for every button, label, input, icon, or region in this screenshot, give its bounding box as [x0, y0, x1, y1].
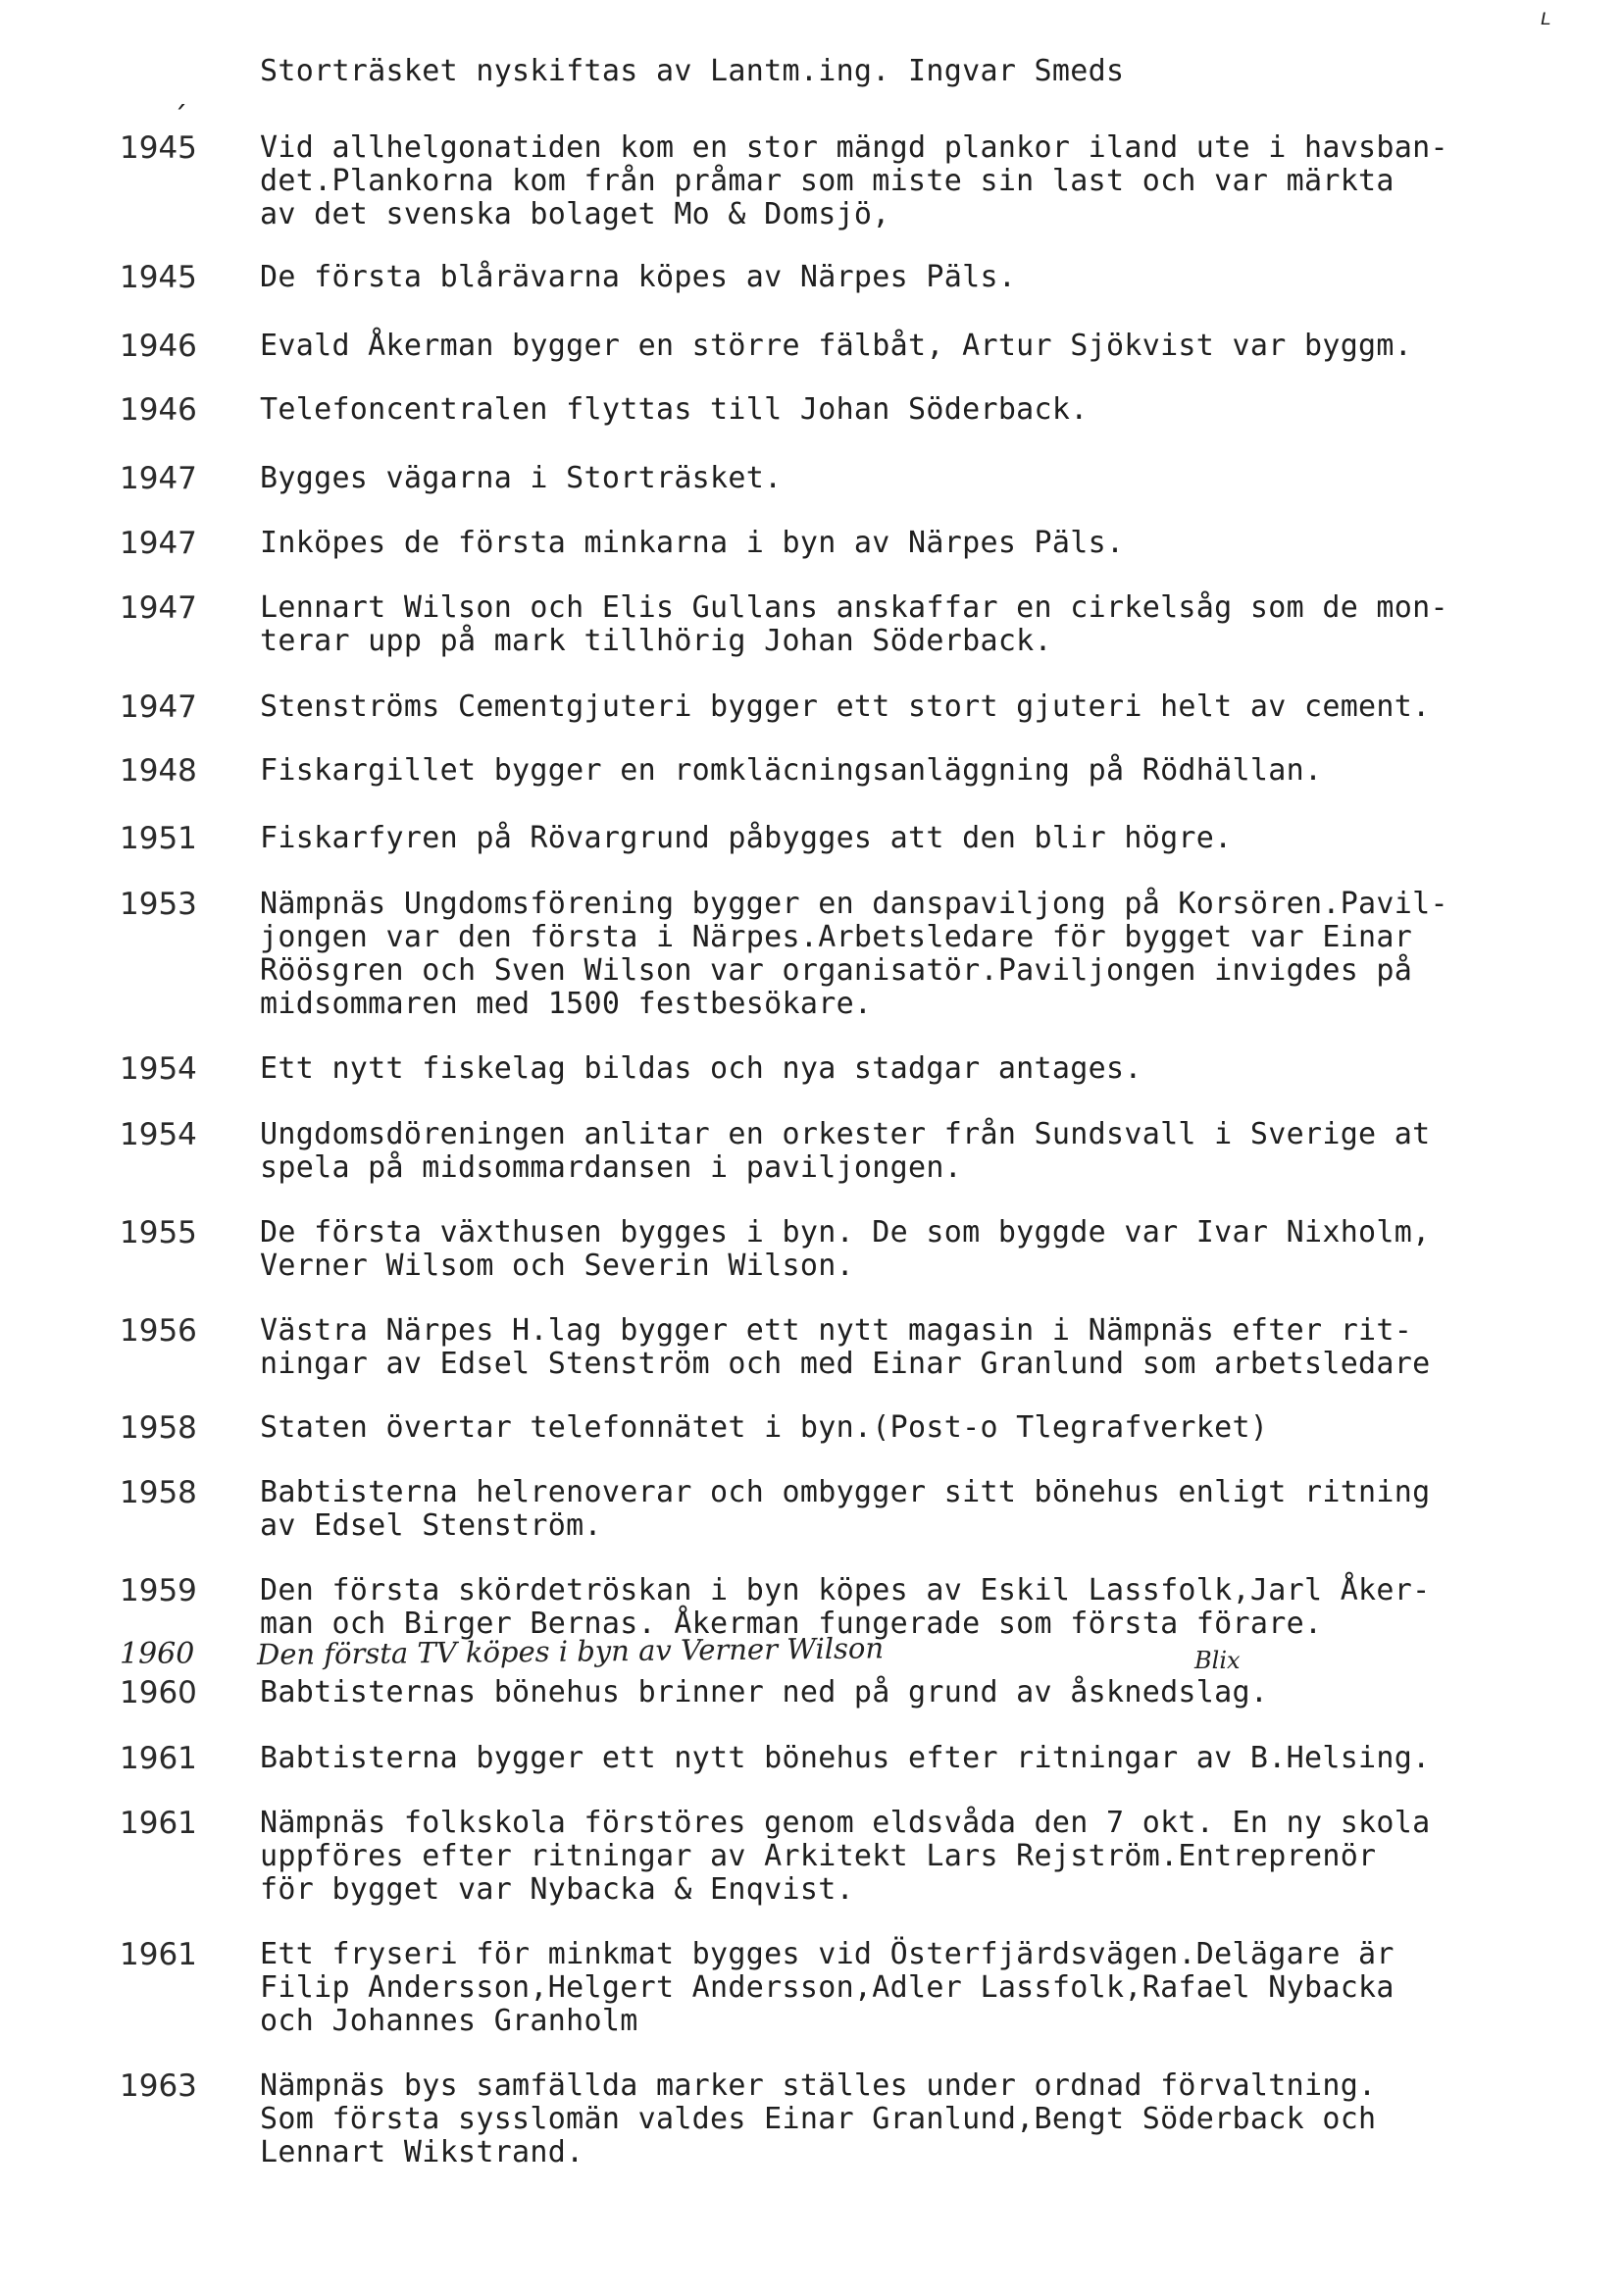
entry-year: 1946 [120, 329, 197, 364]
entry-text: Ett fryseri för minkmat bygges vid Österfjärdsvägen.Delägare är Filip Andersson,Helgert Andersson,Adler Lassfolk,Rafael Nybacka och Johannes Granholm [260, 1937, 1395, 2038]
entry-year: 1947 [120, 461, 197, 496]
entry-year: 1961 [120, 1806, 197, 1841]
entry-year: 1947 [120, 590, 197, 626]
entry-year: 1947 [120, 689, 197, 725]
entry-text: Nämpnäs bys samfällda marker ställes under ordnad förvaltning. Som första sysslomän valdes Einar Granlund,Bengt Söderback och Lennart Wikstrand. [260, 2068, 1377, 2169]
entry-text: Babtisterna helrenoverar och ombygger sitt bönehus enligt ritning av Edsel Stenström. [260, 1475, 1431, 1543]
entry-text: Bygges vägarna i Storträsket. [260, 461, 783, 495]
corner-mark: ᴸ [1538, 8, 1556, 42]
entry-year: 1958 [120, 1475, 197, 1510]
entry-text: Den första skördetröskan i byn köpes av Eskil Lassfolk,Jarl Åker- man och Birger Bernas. Åkerman fungerade som första förare. [260, 1573, 1431, 1641]
entry-text: Ungdomsdöreningen anlitar en orkester från Sundsvall i Sverige at spela på midsommardansen i paviljongen. [260, 1117, 1431, 1185]
entry-text: Nämpnäs folkskola förstöres genom eldsvåda den 7 okt. En ny skola uppföres efter ritningar av Arkitekt Lars Rejström.Entreprenör för bygget var Nybacka & Enqvist. [260, 1806, 1431, 1907]
entry-text: Telefoncentralen flyttas till Johan Söderback. [260, 392, 1089, 427]
entry-year: 1954 [120, 1051, 197, 1087]
entry-text: Ett nytt fiskelag bildas och nya stadgar antages. [260, 1051, 1142, 1086]
entry-text: Storträsket nyskiftas av Lantm.ing. Ingvar Smeds [260, 54, 1125, 88]
entry-text: De första blårävarna köpes av Närpes Päls. [260, 260, 1017, 294]
entry-text: Evald Åkerman bygger en större fälbåt, Artur Sjökvist var byggm. [260, 329, 1413, 363]
entry-year: 1947 [120, 526, 197, 561]
entry-year: 1955 [120, 1215, 197, 1250]
entry-text: Stenströms Cementgjuteri bygger ett stort gjuteri helt av cement. [260, 689, 1431, 724]
entry-year: 1960 [120, 1675, 197, 1710]
entry-year: 1953 [120, 887, 197, 922]
entry-year: 1956 [120, 1313, 197, 1349]
entry-text: Inköpes de första minkarna i byn av Närpes Päls. [260, 526, 1125, 560]
entry-text: Fiskargillet bygger en romkläcningsanläggning på Rödhällan. [260, 753, 1323, 788]
entry-text: Nämpnäs Ungdomsförening bygger en danspaviljong på Korsören.Pavil- jongen var den första i Närpes.Arbetsledare för bygget var Einar Röösgren och Sven Wilson var organisatör.Paviljongen invigdes på midsommaren med 1500 festbesökare. [260, 887, 1448, 1021]
handwritten-text: Den första TV köpes i byn av Verner Wilson [256, 1631, 885, 1671]
handwritten-year: 1960 [120, 1637, 195, 1671]
entry-year: 1945 [120, 260, 197, 295]
entry-text: Staten övertar telefonnätet i byn.(Post-o Tlegrafverket) [260, 1410, 1269, 1445]
entry-year: 1945 [120, 130, 197, 166]
entry-text: De första växthusen bygges i byn. De som byggde var Ivar Nixholm, Verner Wilsom och Severin Wilson. [260, 1215, 1431, 1283]
entry-year: 1948 [120, 753, 197, 789]
entry-year: 1946 [120, 392, 197, 428]
entry-year: 1959 [120, 1573, 197, 1608]
entry-text: Babtisternas bönehus brinner ned på grund av åsknedslag. [260, 1675, 1269, 1709]
entry-year: 1958 [120, 1410, 197, 1446]
tick-mark: ˏ [173, 75, 191, 109]
entry-year: 1951 [120, 821, 197, 856]
entry-text: Lennart Wilson och Elis Gullans anskaffar en cirkelsåg som de mon- terar upp på mark tillhörig Johan Söderback. [260, 590, 1448, 658]
entry-year: 1954 [120, 1117, 197, 1152]
handwritten-note: Blix [1194, 1647, 1241, 1674]
entry-year: 1961 [120, 1937, 197, 1972]
entry-text: Västra Närpes H.lag bygger ett nytt magasin i Nämpnäs efter rit- ningar av Edsel Stenström och med Einar Granlund som arbetsledare [260, 1313, 1431, 1381]
entry-text: Vid allhelgonatiden kom en stor mängd plankor iland ute i havsban- det.Plankorna kom från pråmar som miste sin last och var märkta av det svenska bolaget Mo & Domsjö, [260, 130, 1448, 231]
entry-year: 1963 [120, 2068, 197, 2104]
entry-text: Fiskarfyren på Rövargrund påbygges att den blir högre. [260, 821, 1233, 855]
entry-year: 1961 [120, 1741, 197, 1776]
entry-text: Babtisterna bygger ett nytt bönehus efter ritningar av B.Helsing. [260, 1741, 1431, 1775]
